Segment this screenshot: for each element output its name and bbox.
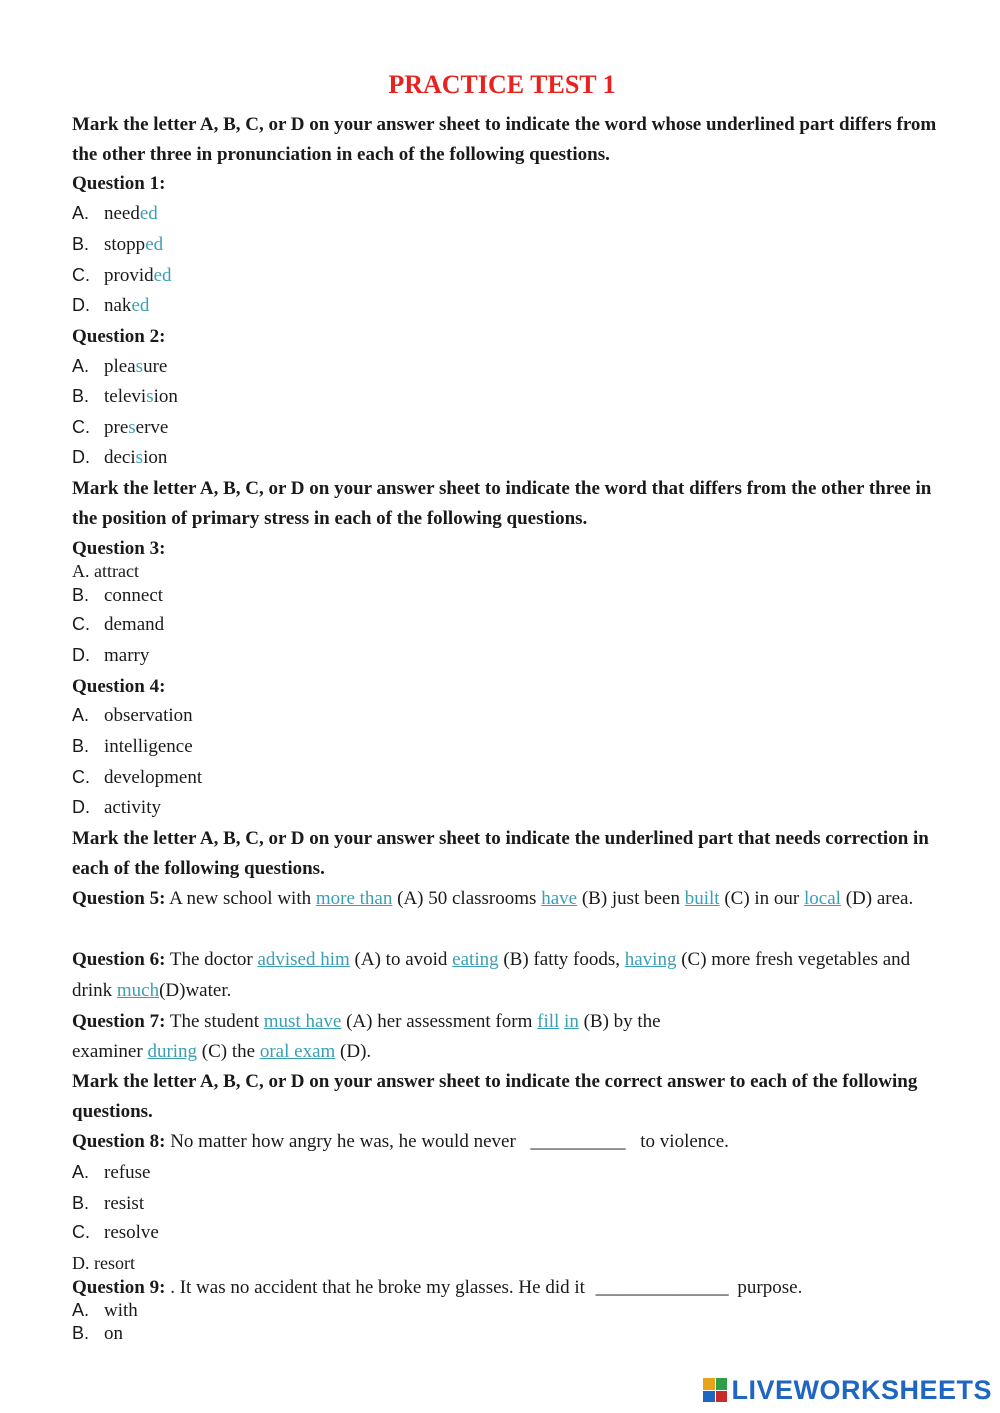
q2-option-a[interactable]: A. pleasure bbox=[72, 356, 168, 377]
q7-part-b-fill[interactable]: fill bbox=[537, 1011, 560, 1032]
q9-option-a[interactable]: A. with bbox=[72, 1300, 138, 1321]
q4-option-d[interactable]: D. activity bbox=[72, 797, 161, 818]
brand-grid-icon bbox=[703, 1378, 727, 1402]
q8-option-b[interactable]: B. resist bbox=[72, 1193, 145, 1214]
q7-part-b-in[interactable]: in bbox=[564, 1011, 579, 1032]
question-7-label: Question 7: bbox=[72, 1011, 166, 1032]
instruction-stress: Mark the letter A, B, C, or D on your answer sheet to indicate the word that differs from the other three in the position of primary stress in each of the following questions. bbox=[72, 478, 932, 529]
q1-option-d[interactable]: D. naked bbox=[72, 295, 150, 316]
question-5: Question 5: A new school with more than (A) 50 classrooms have (B) just been built (C) in our local (D) area. bbox=[72, 888, 914, 909]
question-8-label: Question 8: bbox=[72, 1131, 166, 1152]
page-title: PRACTICE TEST 1 bbox=[388, 70, 616, 99]
q5-part-d[interactable]: local bbox=[804, 888, 841, 909]
q6-part-c[interactable]: having bbox=[624, 949, 677, 970]
question-9: Question 9: . It was no accident that he broke my glasses. He did it ______________ purpose. bbox=[72, 1272, 942, 1303]
question-4-label: Question 4: bbox=[72, 676, 166, 697]
q8-option-c[interactable]: C. resolve bbox=[72, 1222, 159, 1243]
liveworksheets-logo[interactable] bbox=[703, 1375, 992, 1405]
q5-part-a[interactable]: more than bbox=[315, 888, 393, 909]
q4-option-c[interactable]: C. development bbox=[72, 767, 203, 788]
instruction-correct-answer: Mark the letter A, B, C, or D on your answer sheet to indicate the correct answer to each of the following questions. bbox=[72, 1071, 918, 1122]
q6-part-b[interactable]: eating bbox=[452, 949, 499, 970]
q5-part-b[interactable]: have bbox=[541, 888, 578, 909]
q8-option-a[interactable]: A. refuse bbox=[72, 1162, 151, 1183]
q5-part-c[interactable]: built bbox=[684, 888, 720, 909]
question-7-line-1: Question 7: The student must have (A) her assessment form fill in (B) by the bbox=[72, 1011, 661, 1032]
q3-option-d[interactable]: D. marry bbox=[72, 645, 150, 666]
q1-option-b[interactable]: B. stopped bbox=[72, 234, 164, 255]
question-8: Question 8: No matter how angry he was, he would never __________ to violence. bbox=[72, 1126, 942, 1157]
question-2-label: Question 2: bbox=[72, 326, 166, 347]
question-6-label: Question 6: bbox=[72, 949, 166, 970]
q9-blank[interactable]: ______________ bbox=[595, 1277, 729, 1298]
q1-option-a[interactable]: A. needed bbox=[72, 203, 158, 224]
q2-option-d[interactable]: D. decision bbox=[72, 447, 168, 468]
q2-option-c[interactable]: C. preserve bbox=[72, 417, 169, 438]
q8-option-d[interactable]: D. resort bbox=[72, 1253, 135, 1273]
q4-option-a[interactable]: A. observation bbox=[72, 705, 193, 726]
q7-part-d[interactable]: oral exam bbox=[259, 1041, 336, 1062]
q6-part-d[interactable]: much bbox=[116, 980, 160, 1001]
instruction-pronunciation: Mark the letter A, B, C, or D on your answer sheet to indicate the word whose underlined part differs from the other three in pronunciation in each of the following questions. bbox=[72, 114, 937, 165]
question-7-line-2: examiner during (C) the oral exam (D). bbox=[72, 1041, 372, 1062]
q1-option-c[interactable]: C. provided bbox=[72, 265, 172, 286]
question-3-label: Question 3: bbox=[72, 538, 166, 559]
q3-option-a[interactable]: A. attract bbox=[72, 561, 139, 581]
q6-part-a[interactable]: advised him bbox=[257, 949, 350, 970]
q9-option-b[interactable]: B. on bbox=[72, 1323, 123, 1344]
question-5-label: Question 5: bbox=[72, 888, 166, 909]
q7-part-c[interactable]: during bbox=[147, 1041, 198, 1062]
question-1-label: Question 1: bbox=[72, 173, 166, 194]
q4-option-b[interactable]: B. intelligence bbox=[72, 736, 193, 757]
q3-option-c[interactable]: C. demand bbox=[72, 614, 165, 635]
question-6: Question 6: The doctor advised him (A) to avoid eating (B) fatty foods, having (C) more fresh vegetables and drink much(D)water. bbox=[72, 949, 911, 1001]
q7-part-a[interactable]: must have bbox=[263, 1011, 342, 1032]
q3-option-b[interactable]: B. connect bbox=[72, 585, 164, 606]
question-9-label: Question 9: bbox=[72, 1277, 166, 1298]
q2-option-b[interactable]: B. television bbox=[72, 386, 178, 407]
brand-name: LIVEWORKSHEETS bbox=[731, 1374, 992, 1405]
q8-blank[interactable]: __________ bbox=[530, 1131, 626, 1152]
instruction-correction: Mark the letter A, B, C, or D on your answer sheet to indicate the underlined part that needs correction in each of the following questions. bbox=[72, 828, 929, 879]
